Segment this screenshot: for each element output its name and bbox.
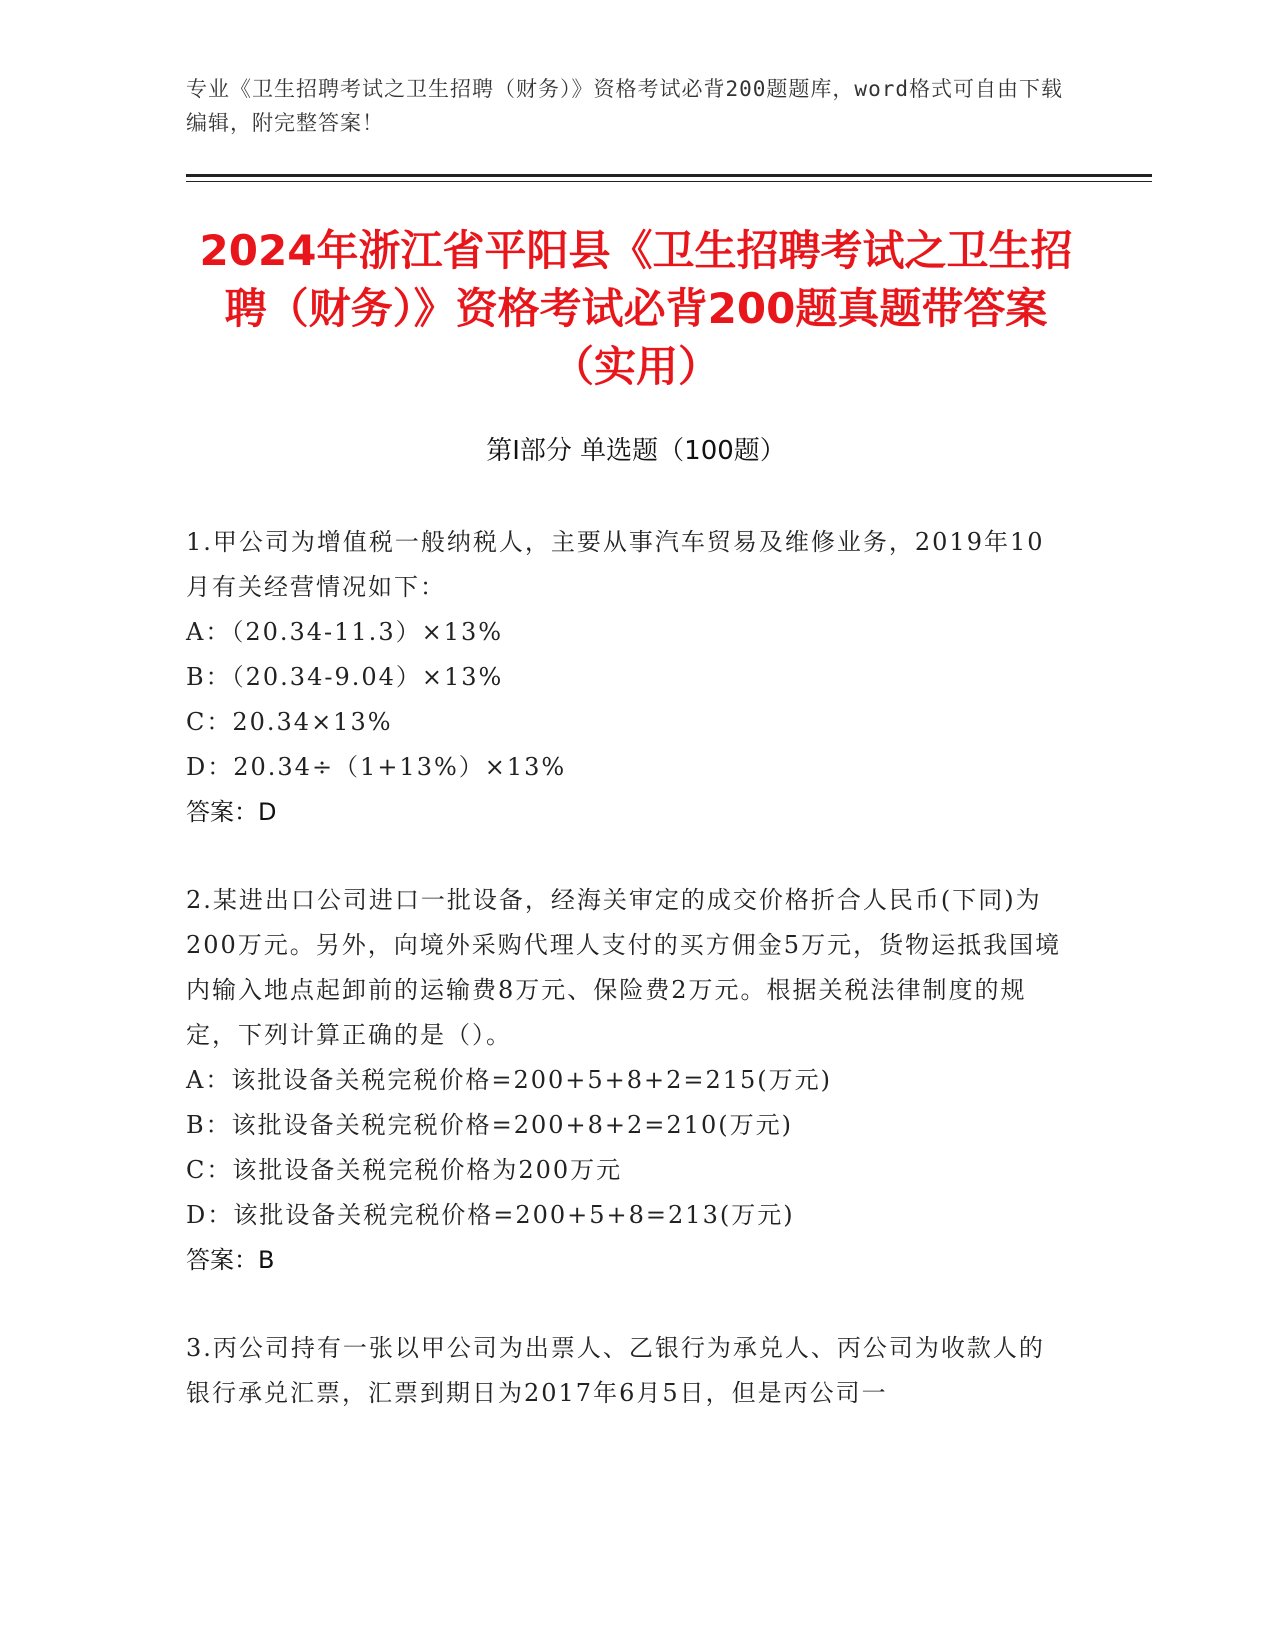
option-d: D：该批设备关税完税价格=200+5+8=213(万元) [186,1201,795,1229]
option-a: A：（20.34-11.3）×13% [186,618,504,646]
header-divider-thin [186,181,1152,182]
answer: 答案：B [186,1246,275,1274]
question-3 [186,1326,1066,1416]
question-1 [186,520,1066,835]
option-c: C：该批设备关税完税价格为200万元 [186,1156,623,1184]
option-a: A：该批设备关税完税价格=200+5+8+2=215(万元) [186,1066,833,1094]
question-text: 1.甲公司为增值税一般纳税人，主要从事汽车贸易及维修业务，2019年10月有关经营情况如下： [186,528,1045,601]
question-text: 2.某进出口公司进口一批设备，经海关审定的成交价格折合人民币(下同)为200万元。另外，向境外采购代理人支付的买方佣金5万元，货物运抵我国境内输入地点起卸前的运输费8万元、保险费2万元。根据关税法律制度的规定，下列计算正确的是（）。 [186,886,1062,1049]
document-title: 2024年浙江省平阳县《卫生招聘考试之卫生招聘（财务）》资格考试必背200题真题带答案（实用） [199,226,1073,391]
question-2 [186,878,1066,1283]
answer: 答案：D [186,798,277,826]
option-b: B：该批设备关税完税价格=200+8+2=210(万元) [186,1111,793,1139]
option-b: B：（20.34-9.04）×13% [186,663,504,691]
section-heading: 第I部分 单选题（100题） [486,436,786,466]
header-divider-thick [186,174,1152,177]
question-list [186,520,1066,1459]
header-note: 专业《卫生招聘考试之卫生招聘（财务）》资格考试必背200题题库，word格式可自由下载编辑，附完整答案！ [186,77,1063,135]
question-text: 3.丙公司持有一张以甲公司为出票人、乙银行为承兑人、丙公司为收款人的银行承兑汇票，汇票到期日为2017年6月5日，但是丙公司一 [186,1334,1045,1407]
option-d: D：20.34÷（1+13%）×13% [186,753,567,781]
option-c: C：20.34×13% [186,708,393,736]
